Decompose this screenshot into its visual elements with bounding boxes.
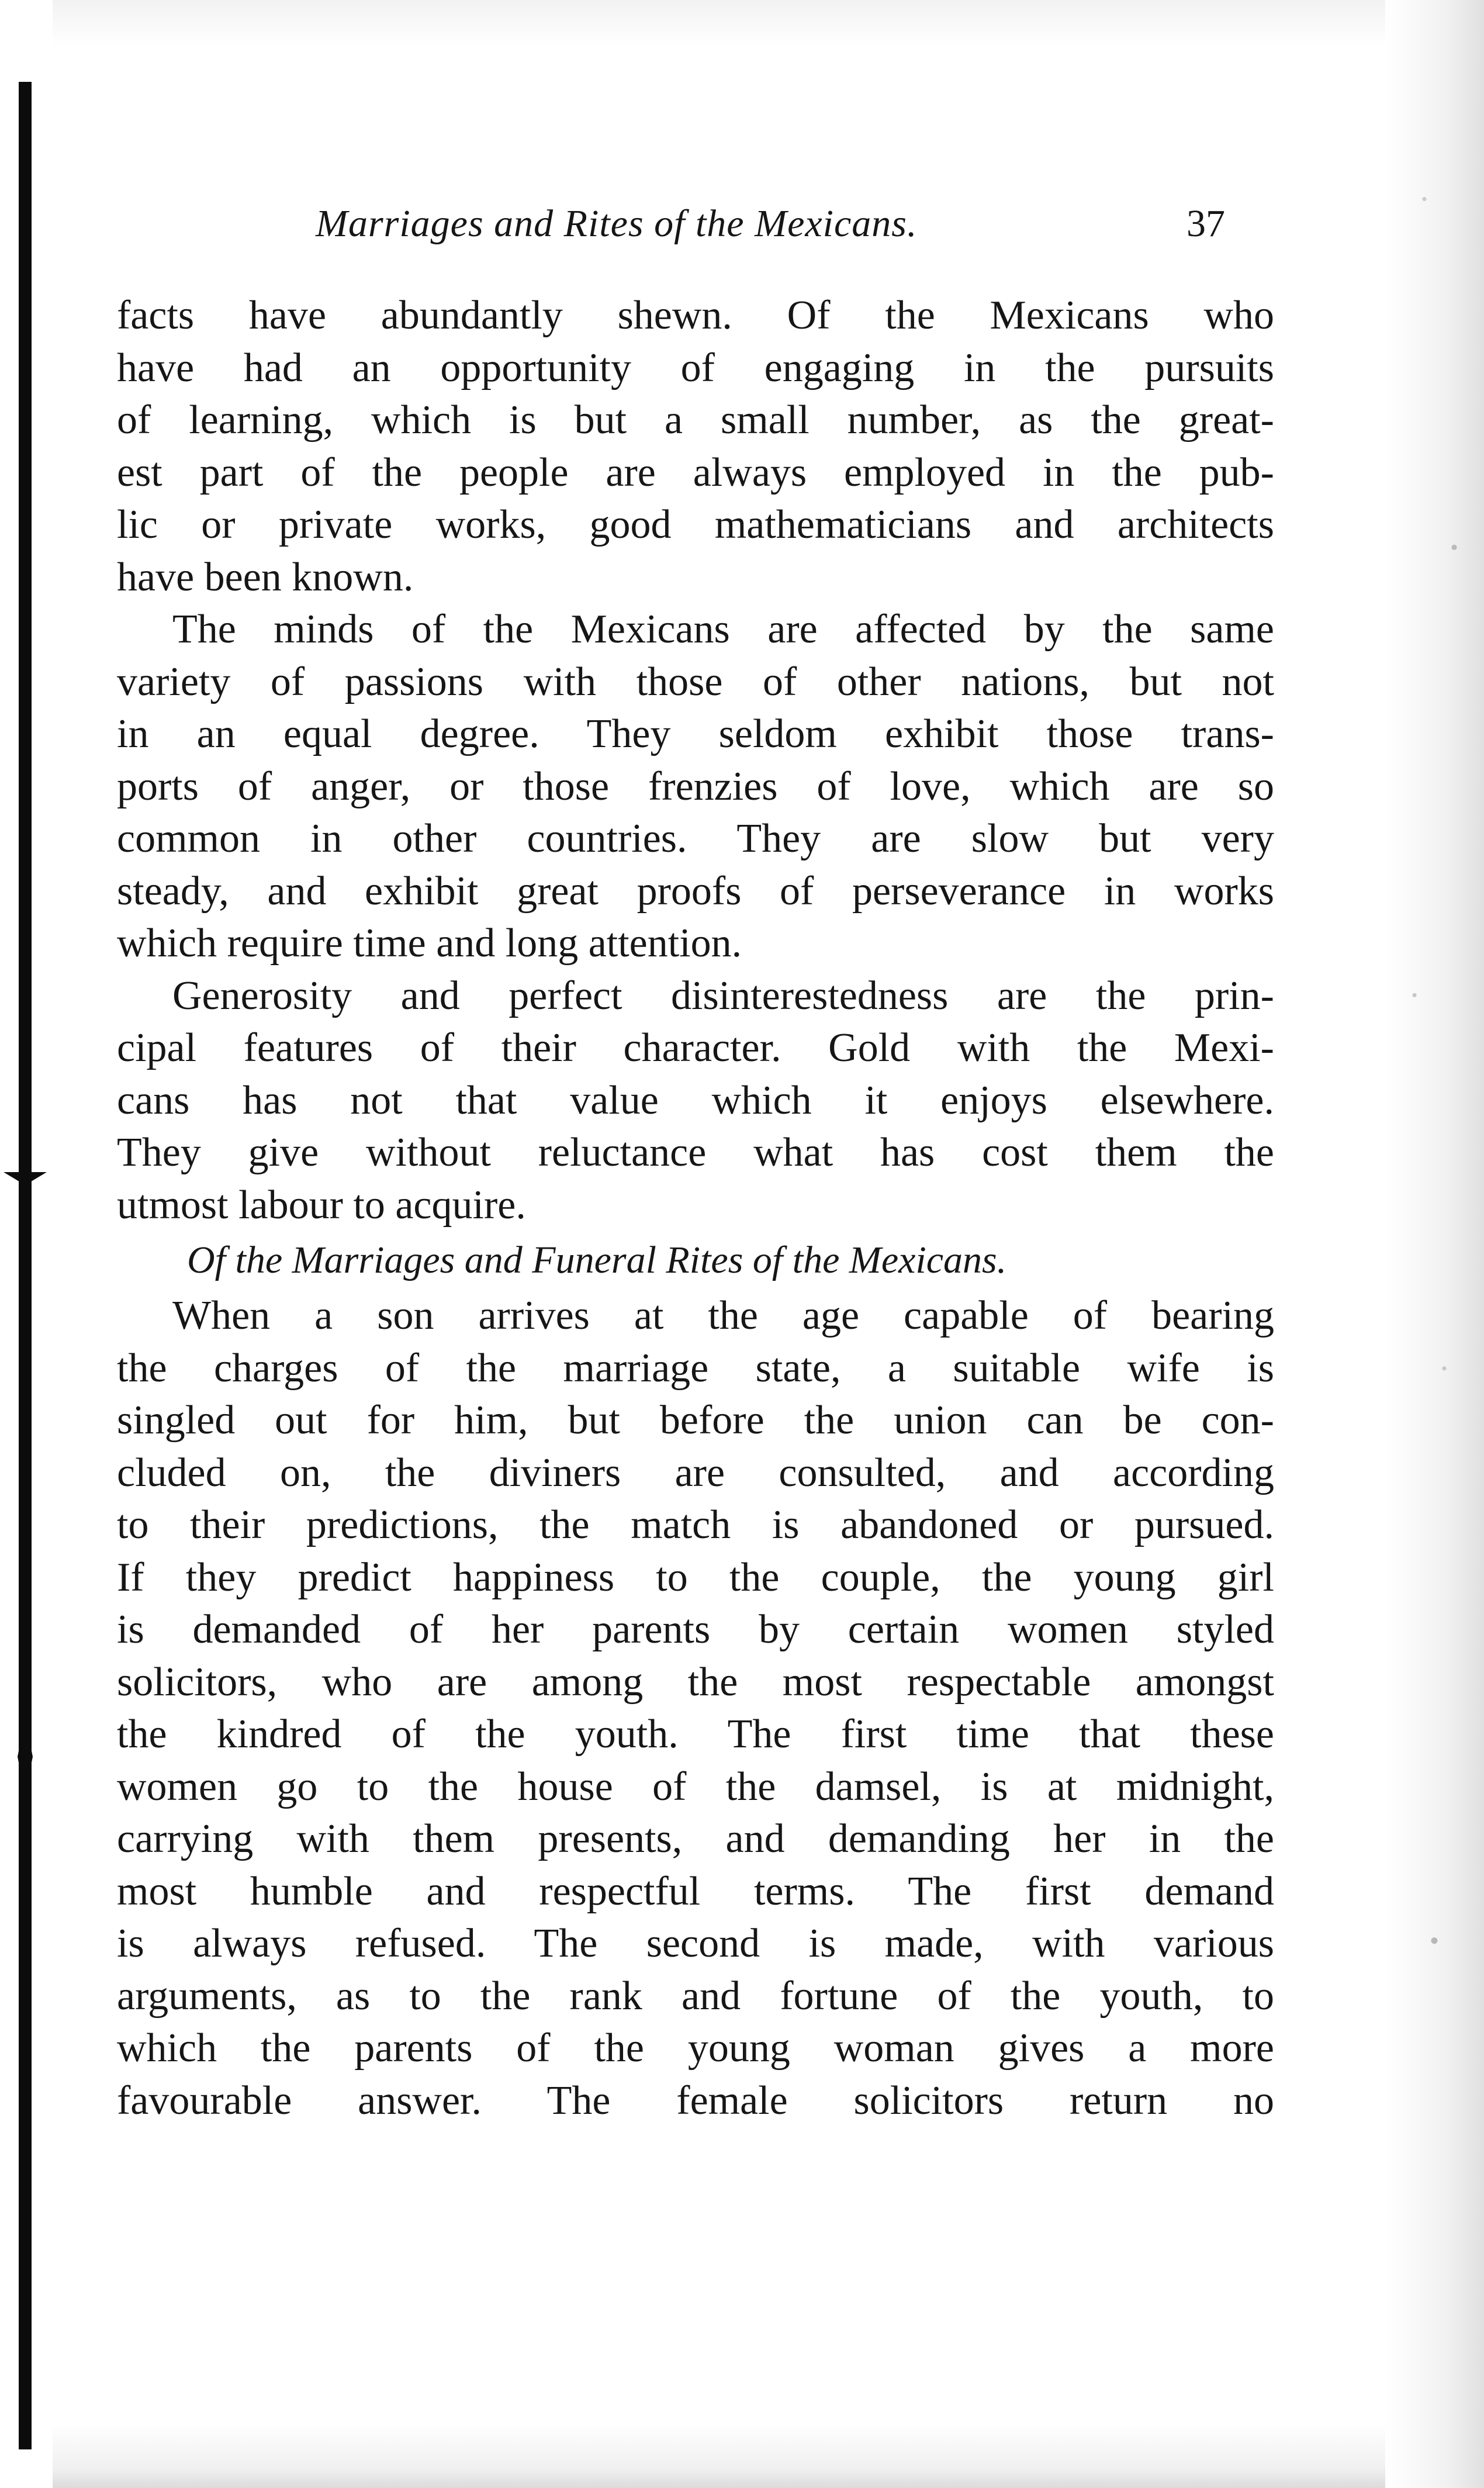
text-line: arguments, as to the rank and fortune of the youth, to [117,1973,1274,2019]
spine-ornament-top-icon [4,1166,47,1201]
page-number: 37 [1186,202,1225,245]
text-line: facts have abundantly shewn. Of the Mexicans who [117,293,1274,338]
text-line: most humble and respectful terms. The first demand [117,1868,1274,1914]
paragraph [117,1290,1274,2127]
text-line: women go to the house of the damsel, is at midnight, [117,1764,1274,1809]
text-line: in an equal degree. They seldom exhibit those trans- [117,711,1274,756]
text-line: the kindred of the youth. The first time that these [117,1712,1274,1757]
text-line: They give without reluctance what has cost them the [117,1130,1274,1175]
page-top-edge-shadow [53,0,1385,47]
binding-spine [19,82,32,2449]
text-line: which require time and long attention. [117,921,742,966]
text-line: When a son arrives at the age capable of bearing [172,1293,1274,1338]
text-line: cluded on, the diviners are consulted, and according [117,1450,1274,1495]
text-line: cans has not that value which it enjoys elsewhere. [117,1077,1274,1123]
text-line: cipal features of their character. Gold with the Mexi- [117,1025,1274,1070]
paragraph [117,970,1274,1232]
text-line: carrying with them presents, and demanding her in the [117,1816,1274,1861]
text-line: ports of anger, or those frenzies of love, which are so [117,763,1274,809]
paragraph [117,603,1274,970]
text-line: to their predictions, the match is abandoned or pursued. [117,1502,1274,1547]
text-line: Generosity and perfect disinterestedness are the prin- [172,973,1274,1018]
page-header [316,202,1298,266]
text-line: singled out for him, but before the union can be con- [117,1398,1274,1443]
text-line: steady, and exhibit great proofs of perseverance in works [117,868,1274,914]
text-line: lic or private works, good mathematicians and architects [117,502,1274,547]
text-line: variety of passions with those of other nations, but not [117,659,1274,704]
text-line: the charges of the marriage state, a suitable wife is [117,1345,1274,1391]
text-line: favourable answer. The female solicitors return no [117,2078,1274,2123]
text-line: which the parents of the young woman gives a more [117,2026,1274,2071]
text-line: have been known. [117,554,414,600]
paragraph [117,289,1274,603]
page-right-edge-speckle [1385,0,1484,2488]
text-line: est part of the people are always employed in the pub- [117,450,1274,495]
running-title: Marriages and Rites of the Mexicans. [316,202,918,245]
text-line: is demanded of her parents by certain women styled [117,1607,1274,1652]
text-line: utmost labour to acquire. [117,1182,526,1228]
spine-ornament-bottom-icon [4,1739,47,1774]
text-line: If they predict happiness to the couple, the young girl [117,1554,1274,1600]
section-heading: Of the Marriages and Funeral Rites of the Mexicans. [187,1239,1007,1281]
body-text [117,289,1274,2127]
page-bottom-edge-shadow [53,2424,1385,2488]
text-line: solicitors, who are among the most respectable amongst [117,1659,1274,1705]
text-line: The minds of the Mexicans are affected by the same [172,607,1274,652]
text-line: common in other countries. They are slow but very [117,816,1274,861]
text-line: have had an opportunity of engaging in the pursuits [117,345,1274,391]
text-line: of learning, which is but a small number, as the great- [117,398,1274,443]
text-line: is always refused. The second is made, with various [117,1921,1274,1966]
